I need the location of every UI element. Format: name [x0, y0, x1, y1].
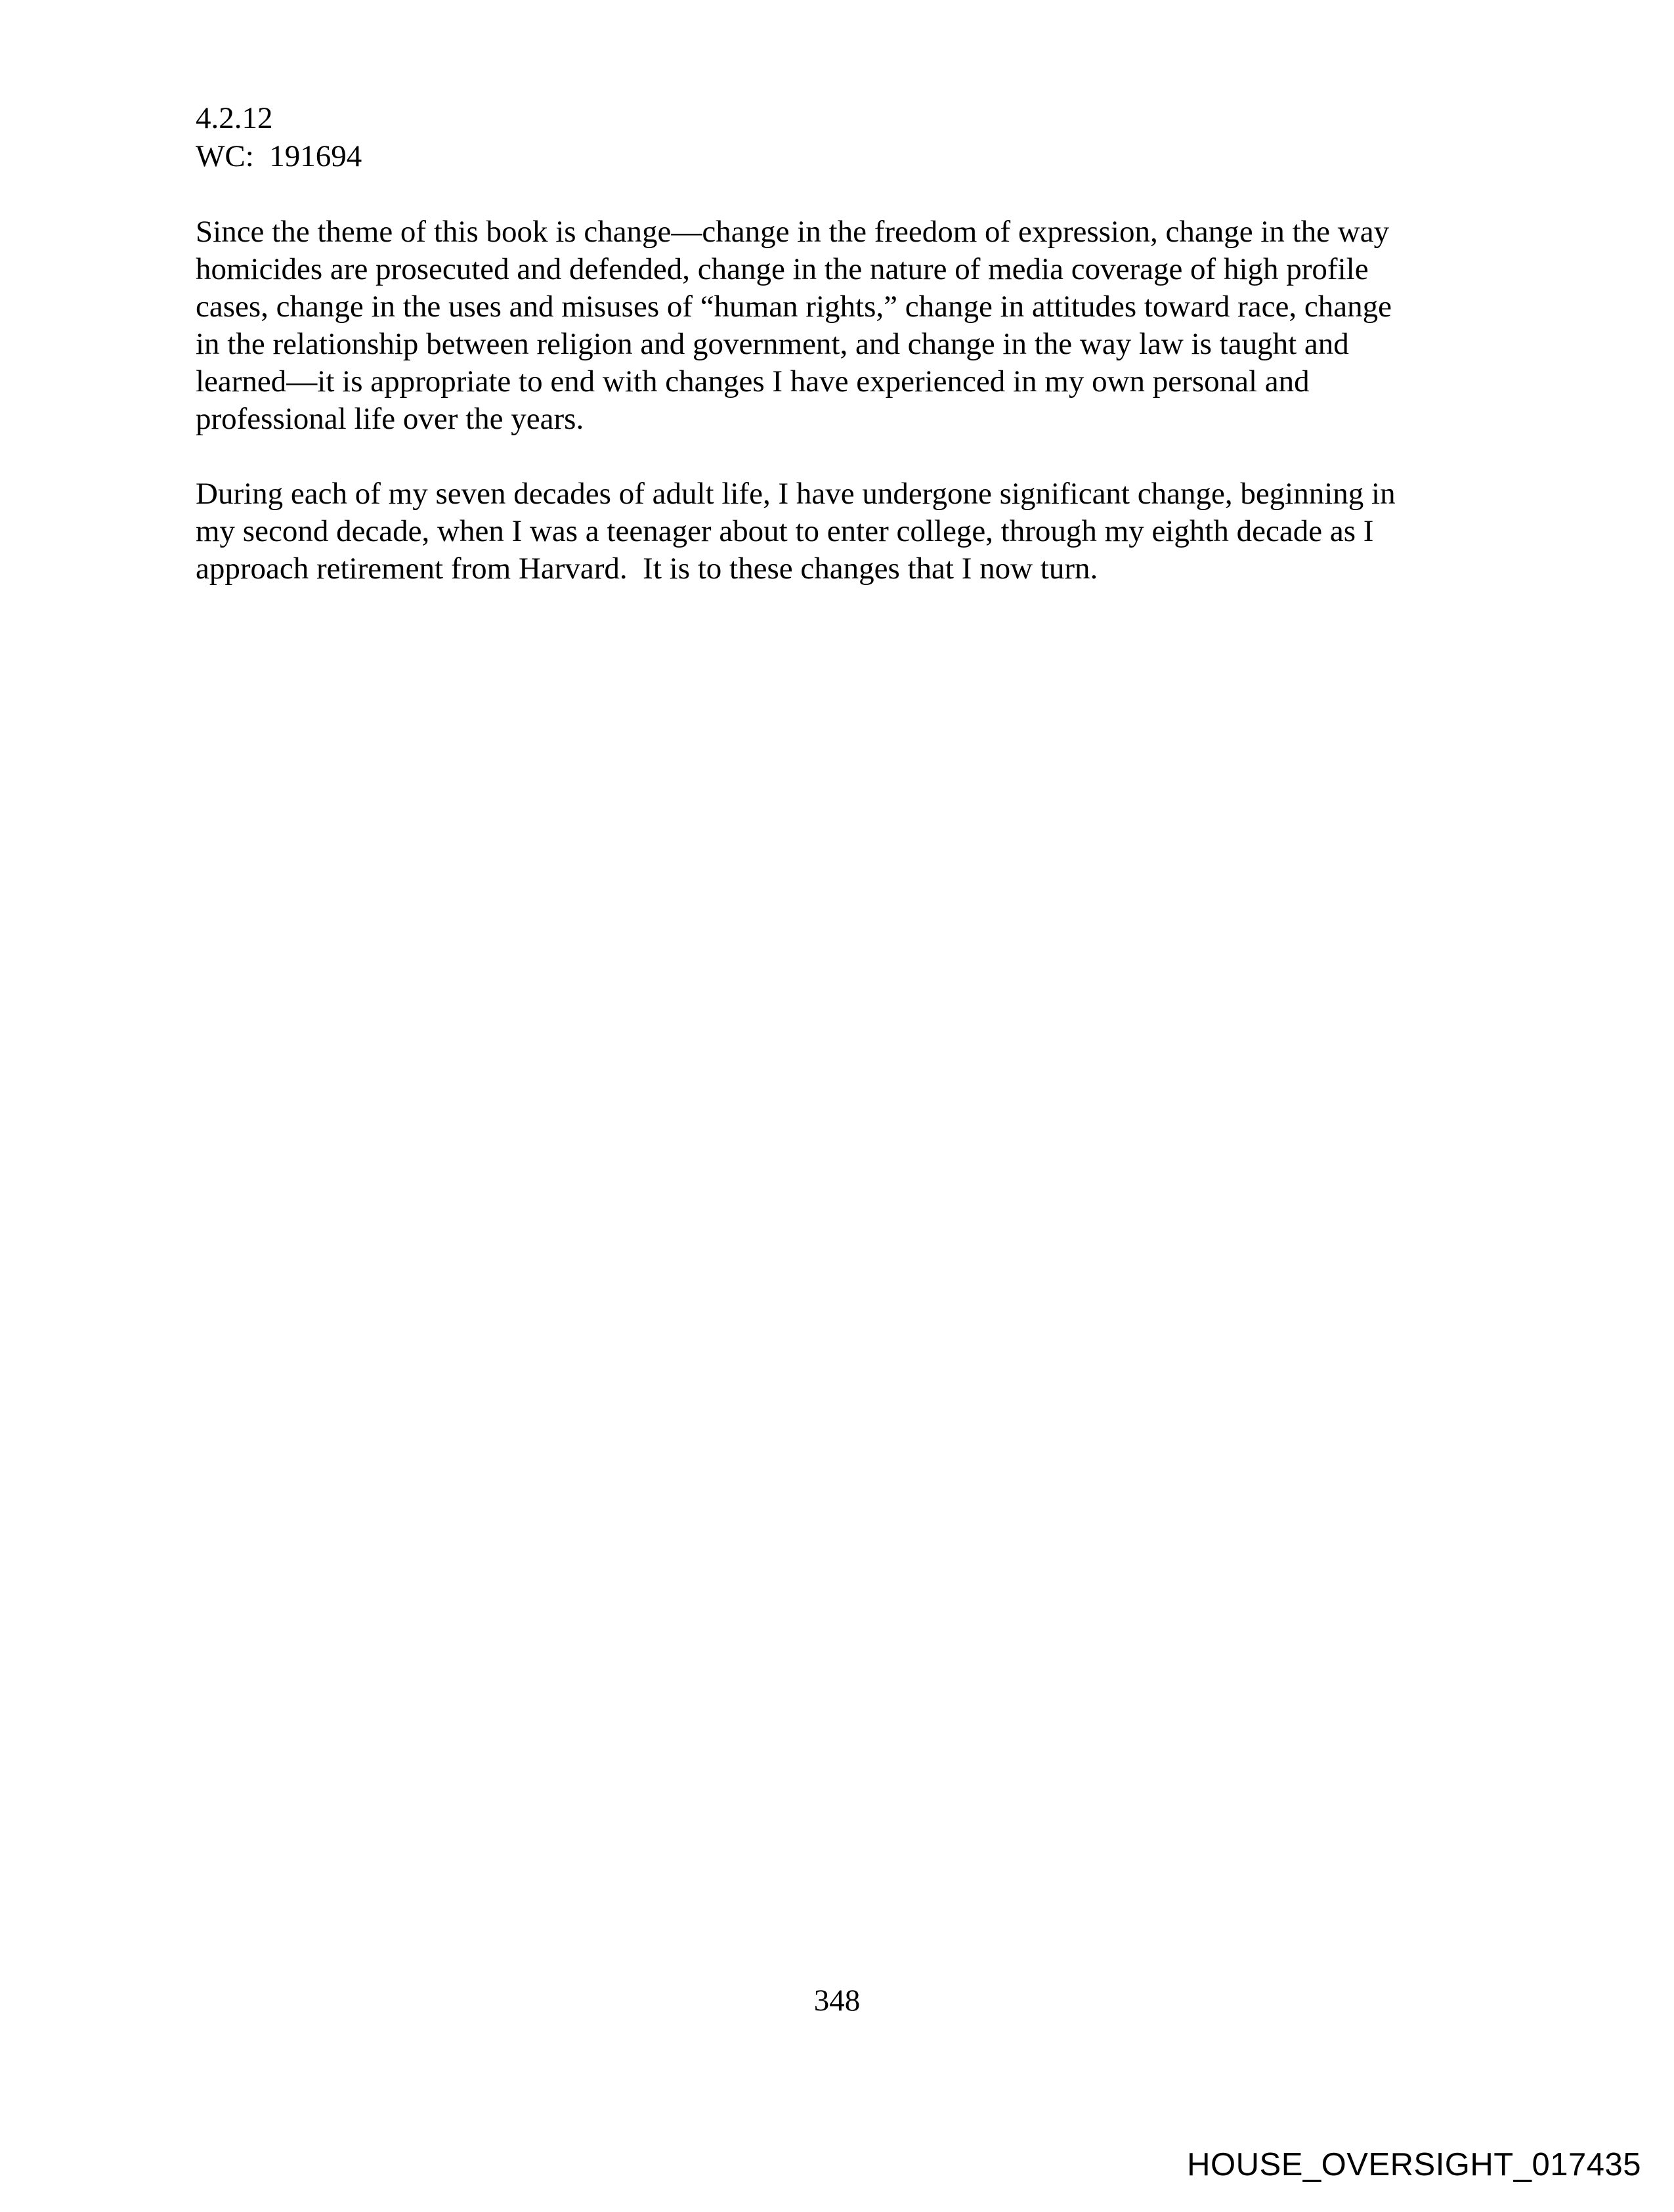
paragraph-line: learned—it is appropriate to end with changes I have experienced in my own personal and	[196, 364, 1310, 399]
paragraph-line: my second decade, when I was a teenager about to enter college, through my eighth decade as I	[196, 514, 1374, 548]
paragraph-line: homicides are prosecuted and defended, change in the nature of media coverage of high profile	[196, 252, 1369, 286]
bates-number: HOUSE_OVERSIGHT_017435	[1187, 2147, 1641, 2182]
paragraph-line: approach retirement from Harvard. It is to these changes that I now turn.	[196, 552, 1098, 586]
paragraph-line: in the relationship between religion and government, and change in the way law is taught and	[196, 327, 1349, 361]
paragraph-line: During each of my seven decades of adult life, I have undergone significant change, beginning in	[196, 477, 1396, 511]
word-count: WC: 191694	[196, 139, 362, 173]
page-number: 348	[813, 1984, 861, 2018]
paragraph-line: cases, change in the uses and misuses of “human rights,” change in attitudes toward race, change	[196, 290, 1392, 324]
paragraph-line: Since the theme of this book is change—change in the freedom of expression, change in the way	[196, 215, 1390, 249]
paragraph-line: professional life over the years.	[196, 402, 584, 436]
document-date: 4.2.12	[196, 101, 273, 135]
